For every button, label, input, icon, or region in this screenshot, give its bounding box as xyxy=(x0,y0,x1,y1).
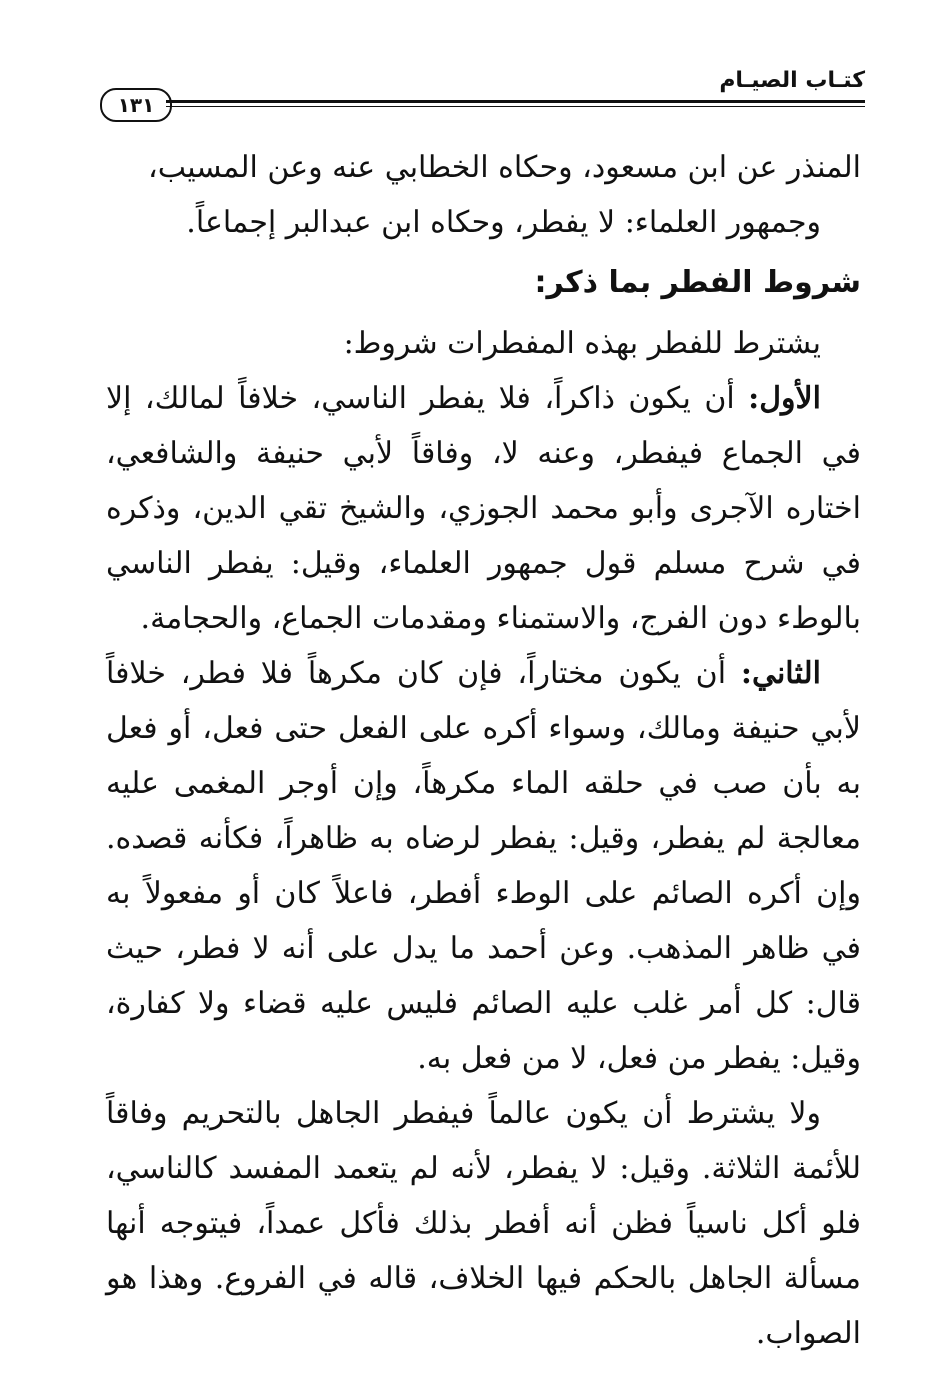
text-line: المنذر عن ابن مسعود، وحكاه الخطابي عنه وعن المسيب، xyxy=(148,150,861,185)
header-rule xyxy=(166,100,865,103)
condition-text: أن يكون ذاكراً، فلا يفطر الناسي، خلافاً لمالك، إلا في الجماع فيفطر، وعنه لا، وفاقاً لأبي حنيفة والشافعي، اختاره الآجرى وأبو محمد الجوزي، والشيخ تقي الدين، وذكره في شرح مسلم قول جمهور العلماء، وقيل: يفطر الناسي بالوطء دون الفرج، والاستمناء ومقدمات الجماع، والحجامة. xyxy=(106,381,861,636)
condition-term: الأول: xyxy=(748,381,821,416)
page-body xyxy=(106,140,861,1361)
running-title: كتـاب الصيـام xyxy=(719,68,865,93)
paragraph-ignorance: ولا يشترط أن يكون عالماً فيفطر الجاهل بالتحريم وفاقاً للأئمة الثلاثة. وقيل: لا يفطر، لأنه لم يتعمد المفسد كالناسي، فلو أكل ناسياً فظن أنه أفطر بذلك فأكل عمداً، فيتوجه أنها مسألة الجاهل بالحكم فيها الخلاف، قاله في الفروع. وهذا هو الصواب. xyxy=(106,1096,861,1351)
section-heading: شروط الفطر بما ذكر: xyxy=(534,265,861,300)
page-header xyxy=(100,64,865,124)
text-line: وجمهور العلماء: لا يفطر، وحكاه ابن عبدالبر إجماعاً. xyxy=(186,205,821,240)
condition-text: أن يكون مختاراً، فإن كان مكرهاً فلا فطر، خلافاً لأبي حنيفة ومالك، وسواء أكره على الفعل حتى فعل، أو فعل به بأن صب في حلقه الماء مكرهاً، وإن أوجر المغمى عليه معالجة لم يفطر، وقيل: يفطر لرضاه به ظاهراً، فكأنه قصده. وإن أكره الصائم على الوطء أفطر، فاعلاً كان أو مفعولاً به في ظاهر المذهب. وعن أحمد ما يدل على أنه لا فطر، حيث قال: كل أمر غلب عليه الصائم فليس عليه قضاء ولا كفارة، وقيل: يفطر من فعل، لا من فعل به. xyxy=(106,656,861,1076)
condition-second xyxy=(106,646,861,1086)
condition-term: الثاني: xyxy=(740,656,821,691)
header-rule-thin xyxy=(166,106,865,107)
paragraph-continuation xyxy=(106,140,861,250)
condition-first xyxy=(106,371,861,646)
page-number: ١٣١ xyxy=(100,88,172,122)
intro-paragraph: يشترط للفطر بهذه المفطرات شروط: xyxy=(343,326,821,361)
